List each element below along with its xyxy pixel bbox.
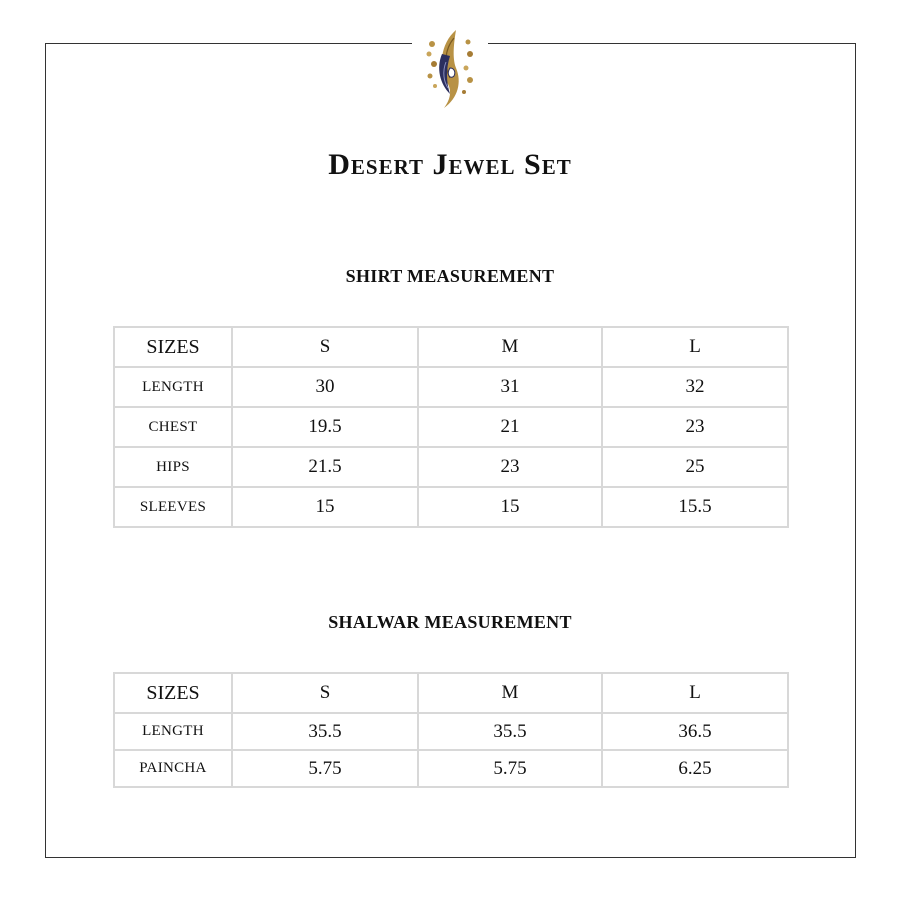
table-cell: 15: [418, 487, 602, 527]
shalwar-section-title: SHALWAR MEASUREMENT: [328, 612, 572, 632]
row-label: LENGTH: [114, 367, 232, 407]
table-cell: 19.5: [232, 407, 418, 447]
row-label: LENGTH: [114, 713, 232, 750]
table-cell: 15.5: [602, 487, 788, 527]
table-cell: 5.75: [232, 750, 418, 787]
header-cell: SIZES: [114, 673, 232, 713]
shalwar-measurement-table: [113, 672, 789, 788]
table-row: [114, 487, 788, 527]
table-header-row: [114, 327, 788, 367]
table-cell: 21: [418, 407, 602, 447]
row-label: PAINCHA: [114, 750, 232, 787]
page-title: Desert Jewel Set: [328, 148, 572, 181]
shirt-section-title: SHIRT MEASUREMENT: [345, 266, 555, 286]
table-row: [114, 713, 788, 750]
header-cell: L: [602, 327, 788, 367]
table-cell: 25: [602, 447, 788, 487]
header-cell: S: [232, 327, 418, 367]
table-cell: 30: [232, 367, 418, 407]
shirt-measurement-table: [113, 326, 789, 528]
table-cell: 21.5: [232, 447, 418, 487]
header-cell: M: [418, 673, 602, 713]
table-row: [114, 750, 788, 787]
brand-logo-icon: [420, 24, 480, 112]
header-cell: SIZES: [114, 327, 232, 367]
table-row: [114, 447, 788, 487]
table-cell: 36.5: [602, 713, 788, 750]
header-cell: M: [418, 327, 602, 367]
row-label: HIPS: [114, 447, 232, 487]
table-cell: 6.25: [602, 750, 788, 787]
table-header-row: [114, 673, 788, 713]
table-cell: 23: [418, 447, 602, 487]
table-row: [114, 367, 788, 407]
table-cell: 31: [418, 367, 602, 407]
row-label: CHEST: [114, 407, 232, 447]
row-label: SLEEVES: [114, 487, 232, 527]
table-cell: 32: [602, 367, 788, 407]
table-row: [114, 407, 788, 447]
table-cell: 23: [602, 407, 788, 447]
table-cell: 35.5: [232, 713, 418, 750]
table-cell: 15: [232, 487, 418, 527]
header-cell: S: [232, 673, 418, 713]
table-cell: 5.75: [418, 750, 602, 787]
header-cell: L: [602, 673, 788, 713]
table-cell: 35.5: [418, 713, 602, 750]
